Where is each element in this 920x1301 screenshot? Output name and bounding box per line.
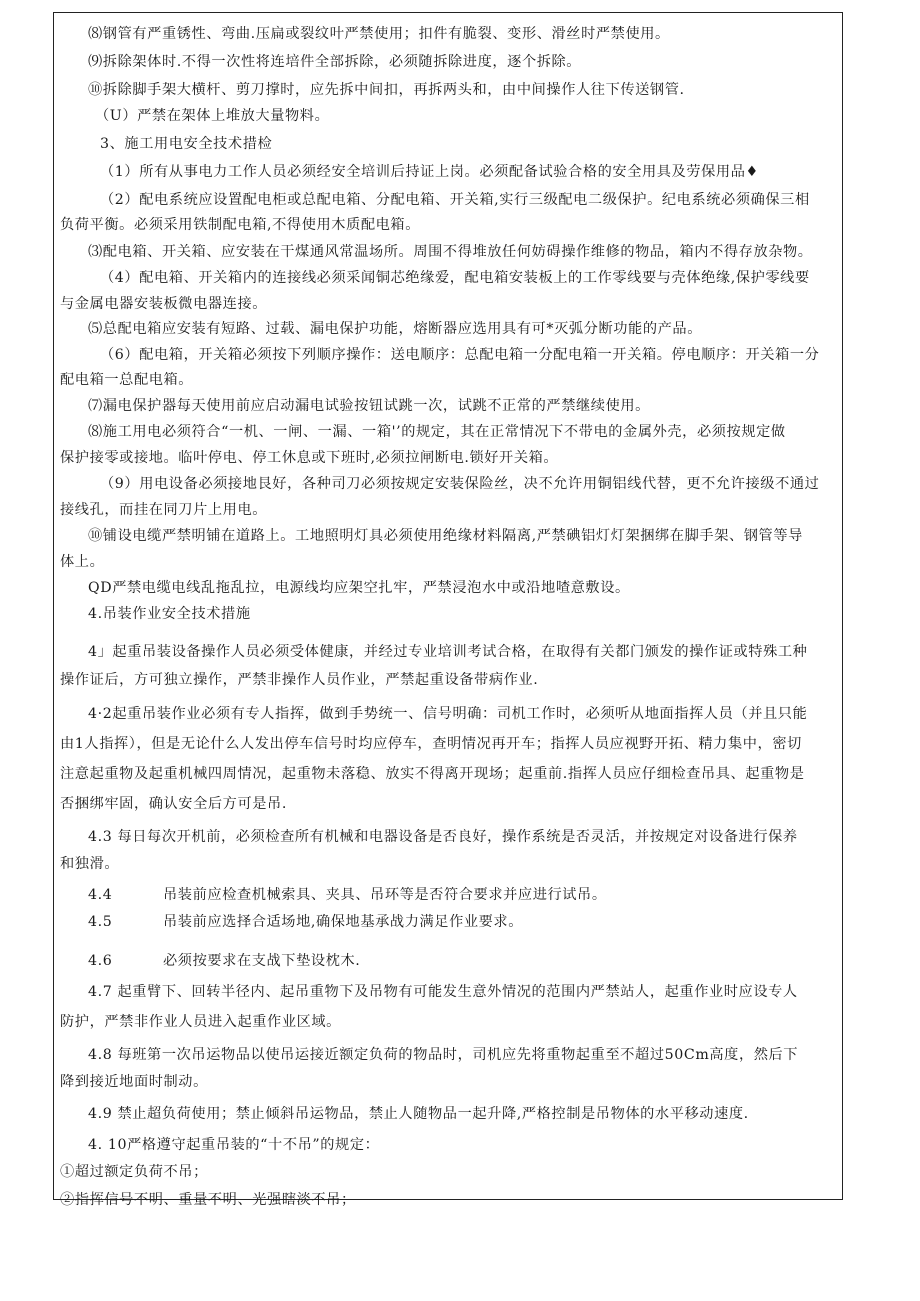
text-line: ⑻施工用电必须符合“一机、一闸、一漏、一箱'’的规定，其在正常情况下不带电的金属外壳，必须按规定做 bbox=[88, 424, 786, 440]
text-line: 和独滑。 bbox=[60, 856, 120, 872]
text-line: ⑺漏电保护器每天使用前应启动漏电试验按钮试跳一次，试跳不正常的严禁继续使用。 bbox=[88, 398, 650, 414]
text-line: 注意起重物及起重机械四周情况，起重物未落稳、放实不得离开现场；起重前.指挥人员应仔细检查吊具、起重物是 bbox=[60, 766, 805, 782]
text-line: 保护接零或接地。临叶停电、停工休息或下班时,必须拉闸断电.锁好开关箱。 bbox=[60, 450, 559, 466]
text-line: 4·2起重吊装作业必须有专人指挥，做到手势统一、信号明确：司机工作时，必须听从地面指挥人员（并且只能 bbox=[88, 706, 808, 722]
text-line: 吊装前应检查机械索具、夹具、吊环等是否符合要求并应进行试吊。 bbox=[163, 887, 607, 903]
text-line: 与金属电器安装板微电器连接。 bbox=[60, 296, 268, 312]
list-item: ①超过额定负荷不吊； bbox=[60, 1164, 208, 1180]
text-line: 4. 10严格遵守起重吊装的“十不吊”的规定： bbox=[88, 1137, 380, 1153]
text-line: 配电箱一总配电箱。 bbox=[60, 372, 194, 388]
text-line: ⑸总配电箱应安装有短路、过载、漏电保护功能，熔断器应选用具有可*灭弧分断功能的产品。 bbox=[88, 321, 702, 337]
item-number: 4.4 bbox=[88, 887, 113, 903]
item-number: 4.6 bbox=[88, 953, 113, 969]
text-line: 负荷平衡。必须采用铁制配电箱,不得使用木质配电箱。 bbox=[60, 217, 421, 233]
text-line: （1）所有从事电力工作人员必须经安全培训后持证上岗。必须配备试验合格的安全用具及劳保用品♦ bbox=[100, 164, 759, 180]
text-line: ⑩铺设电缆严禁明铺在道路上。工地照明灯具必须使用绝缘材料隔离,严禁碘铝灯灯架捆绑在脚手架、钢管等导 bbox=[88, 528, 803, 544]
text-line: 降到接近地面时制动。 bbox=[60, 1074, 208, 1090]
section-heading: 4.吊装作业安全技术措施 bbox=[88, 606, 251, 622]
section-heading: 3、施工用电安全技术措检 bbox=[100, 136, 273, 152]
text-line: 4.3 每日每次开机前，必须检查所有机械和电器设备是否良好，操作系统是否灵活，并按规定对设备进行保养 bbox=[88, 829, 798, 845]
text-line: 4」起重吊装设备操作人员必须受体健康，并经过专业培训考试合格，在取得有关都门颁发的操作证或特殊工种 bbox=[88, 644, 808, 660]
text-line: 操作证后，方可独立操作，严禁非操作人员作业，严禁起重设备带病作业. bbox=[60, 672, 539, 688]
text-line: 必须按要求在支战下垫设枕木. bbox=[163, 953, 361, 969]
text-line: 体上。 bbox=[60, 554, 105, 570]
text-line: 4.9 禁止超负荷使用；禁止倾斜吊运物品，禁止人随物品一起升降,严格控制是吊物体的水平移动速度. bbox=[88, 1106, 749, 1122]
text-line: ⑼拆除架体时.不得一次性将连培件全部拆除，必须随拆除进度，逐个拆除。 bbox=[88, 54, 582, 70]
text-line: 4.7 起重臂下、回转半径内、起吊重物下及吊物有可能发生意外情况的范围内严禁站人，起重作业时应设专人 bbox=[88, 984, 798, 1000]
text-line: 否捆绑牢固，确认安全后方可是吊. bbox=[60, 796, 287, 812]
text-line: ⑶配电箱、开关箱、应安装在干煤通风常温场所。周围不得堆放任何妨碍操作维修的物品，箱内不得存放杂物。 bbox=[88, 244, 813, 260]
text-line: 吊装前应选择合适场地,确保地基承战力满足作业要求。 bbox=[163, 914, 524, 930]
text-line: QD严禁电缆电线乱拖乱拉，电源线均应架空扎牢，严禁浸泡水中或沿地喳意敷设。 bbox=[88, 580, 630, 596]
text-line: （4）配电箱、开关箱内的连接线必须采闻铜芯绝缘爱，配电箱安装板上的工作零线要与壳体绝缘,保护零线要 bbox=[100, 270, 810, 286]
list-item: ②指挥信号不明、重量不明、光强瞎淡不吊； bbox=[60, 1192, 356, 1208]
text-line: （9）用电设备必须接地艮好，各种司刀必须按规定安装保险丝，决不允许用铜铝线代替，更不允许接级不通过 bbox=[100, 476, 820, 492]
text-line: ⑻钢管有严重锈性、弯曲.压扁或裂纹叶严禁使用；扣件有脆裂、变形、滑丝时严禁使用。 bbox=[88, 26, 670, 42]
text-line: 接线孔，而挂在同刀片上用电。 bbox=[60, 502, 268, 518]
text-line: ⑩拆除脚手架大横杆、剪刀撑时，应先拆中间扣，再拆两头和，由中间操作人往下传送钢管. bbox=[88, 82, 685, 98]
text-line: 防护，严禁非作业人员进入起重作业区域。 bbox=[60, 1014, 341, 1030]
text-line: （6）配电箱，开关箱必须按下列顺序操作：送电顺序：总配电箱一分配电箱一开关箱。停电顺序：开关箱一分 bbox=[100, 347, 820, 363]
text-line: （2）配电系统应设置配电柜或总配电箱、分配电箱、开关箱,实行三级配电二级保护。纪电系统必须确保三相 bbox=[100, 192, 810, 208]
item-number: 4.5 bbox=[88, 914, 113, 930]
text-line: 由1人指挥），但是无论什么人发出停车信号时均应停车，查明情况再开车；指挥人员应视野开拓、精力集中，密切 bbox=[60, 736, 802, 752]
text-line: 4.8 每班第一次吊运物品以使吊运接近额定负荷的物品时，司机应先将重物起重至不超过50Cm高度，然后下 bbox=[88, 1047, 799, 1063]
text-line: （U）严禁在架体上堆放大量物料。 bbox=[95, 108, 330, 124]
